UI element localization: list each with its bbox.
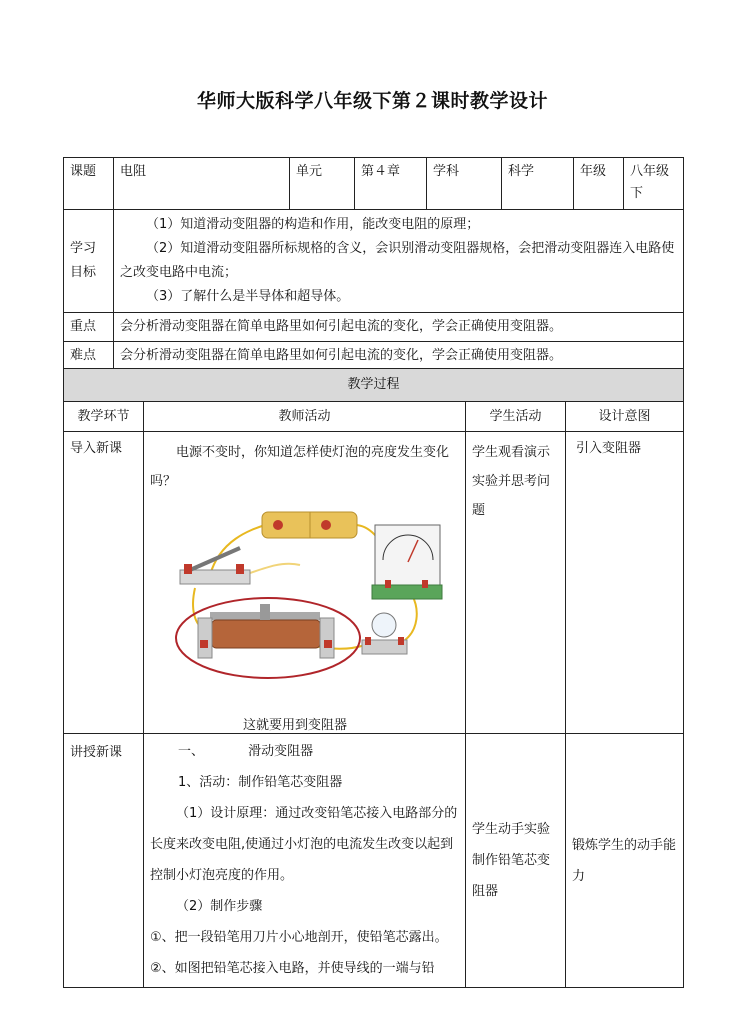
grade-value: 八年级下 [624,158,684,210]
intro-stage: 导入新课 [64,432,144,734]
new-lesson-stage: 讲授新课 [64,734,144,988]
switch-icon [180,548,250,584]
intro-teacher-activity [144,432,466,734]
design-principle: （1）设计原理：通过改变铅笔芯接入电路部分的长度来改变电阻,使通过小灯泡的电流发生改变以起到控制小灯泡亮度的作用。 [150,806,458,883]
step-2: ②、如图把铅笔芯接入电路，并使导线的一端与铅 [150,961,435,976]
bulb-icon [362,613,407,654]
activity-line: 1、活动：制作铅笔芯变阻器 [178,775,343,790]
key-point-label: 重点 [64,313,114,342]
goals-list [114,210,684,313]
column-intent: 设计意图 [566,402,684,432]
info-table [63,157,684,371]
circuit-diagram [150,500,450,705]
step-1: ①、把一段铅笔用刀片小心地剖开，使铅笔芯露出。 [150,930,448,945]
subject-label: 学科 [427,158,502,210]
ammeter-icon [372,525,442,599]
topic-label: 课题 [64,158,114,210]
topic-value: 电阻 [114,158,290,210]
intro-question: 电源不变时，你知道怎样使灯泡的亮度发生变化吗？ [150,445,450,489]
steps-title: （2）制作步骤 [176,899,263,914]
new-lesson-teacher-activity [144,734,466,988]
new-lesson-design-intent: 锻炼学生的动手能力 [566,734,684,988]
column-stage: 教学环节 [64,402,144,432]
unit-label: 单元 [290,158,355,210]
goal-item: （1）知道滑动变阻器的构造和作用，能改变电阻的原理； [146,217,480,232]
difficulty-label: 难点 [64,342,114,371]
circuit-figure [150,500,450,733]
goals-label: 学习目标 [64,210,114,313]
process-table [63,368,684,988]
rheostat-icon [198,604,334,658]
section-title: 滑动变阻器 [248,744,314,759]
unit-value: 第４章 [355,158,427,210]
figure-caption: 这就要用到变阻器 [242,718,347,733]
section-number: 一、 [178,744,205,759]
subject-value: 科学 [502,158,574,210]
document-title: 华师大版科学八年级下第２课时教学设计 [196,90,548,112]
goal-item: （3）了解什么是半导体和超导体。 [146,289,350,304]
process-header: 教学过程 [64,369,684,402]
intro-design-intent: 引入变阻器 [566,432,684,734]
grade-label: 年级 [574,158,624,210]
column-student: 学生活动 [466,402,566,432]
intro-student-activity: 学生观看演示实验并思考问题 [466,432,566,734]
goal-item: （2）知道滑动变阻器所标规格的含义，会识别滑动变阻器规格，会把滑动变阻器连入电路使之改变电路中电流； [120,241,675,280]
key-point-value: 会分析滑动变阻器在简单电路里如何引起电流的变化，学会正确使用变阻器。 [114,313,684,342]
new-lesson-student-activity: 学生动手实验制作铅笔芯变阻器 [466,734,566,988]
section-heading [150,736,459,767]
column-teacher: 教师活动 [144,402,466,432]
difficulty-value: 会分析滑动变阻器在简单电路里如何引起电流的变化，学会正确使用变阻器。 [114,342,684,371]
